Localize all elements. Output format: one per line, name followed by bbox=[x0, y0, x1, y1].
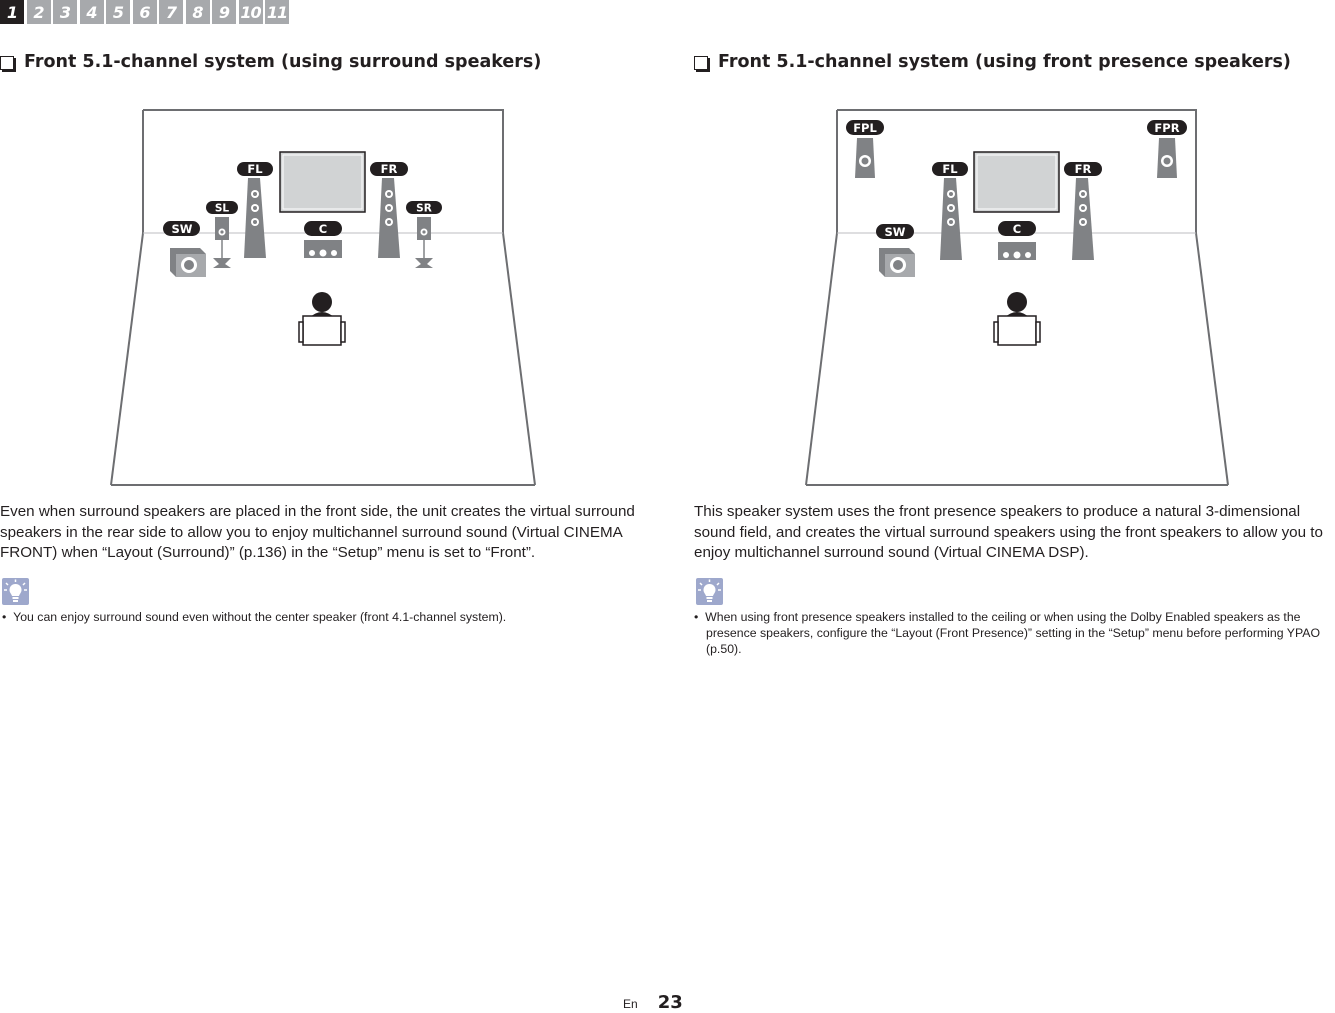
listener-icon bbox=[299, 292, 345, 345]
chapter-tab[interactable]: 11 bbox=[265, 0, 289, 24]
right-speaker-diagram bbox=[795, 100, 1245, 500]
fpl-speaker bbox=[855, 138, 875, 178]
right-tip-note: • When using front presence speakers installed to the ceiling or when using the Dolby Enabled speakers as the presence speakers, configure the “Layout (Front Presence)” setting in the “Setup” menu before performing YPAO (p.50). bbox=[694, 610, 1321, 656]
fl-speaker bbox=[940, 178, 962, 260]
right-tip-text: When using front presence speakers installed to the ceiling or when using the Dolby Enabled speakers as the presence speakers, configure the “Layout (Front Presence)” setting in the “Setup” menu before performing YPAO (p.50). bbox=[705, 610, 1321, 656]
fl-label: FL bbox=[942, 162, 958, 176]
fpr-speaker bbox=[1157, 138, 1177, 178]
fpr-label: FPR bbox=[1154, 121, 1180, 135]
sw-label: SW bbox=[884, 225, 906, 239]
c-label: C bbox=[318, 222, 328, 236]
right-description: This speaker system uses the front presence speakers to produce a natural 3-dimensional sound field, and creates the virtual surround speakers using the front speakers to allow you to enjoy multichannel surround sound (Virtual CINEMA DSP). bbox=[694, 503, 1323, 561]
chapter-tab[interactable]: 7 bbox=[159, 0, 183, 24]
sw-speaker bbox=[879, 248, 915, 277]
page-footer bbox=[623, 992, 683, 1013]
left-description: Even when surround speakers are placed in the front side, the unit creates the virtual surround speakers in the rear side to allow you to enjoy multichannel surround sound (Virtual CINEMA FRONT) when “Layout (Surround)” (p.136) in the “Setup” menu is set to “Front”. bbox=[0, 503, 635, 561]
left-speaker-diagram bbox=[100, 100, 550, 500]
sl-speaker bbox=[213, 217, 231, 268]
language-label: En bbox=[623, 997, 638, 1011]
left-heading-text: Front 5.1-channel system (using surround speakers) bbox=[24, 52, 542, 72]
c-speaker bbox=[304, 240, 342, 258]
sw-label: SW bbox=[171, 222, 193, 236]
left-tip-text: You can enjoy surround sound even without the center speaker (front 4.1-channel system). bbox=[13, 610, 507, 624]
c-label: C bbox=[1012, 222, 1022, 236]
checkbox-icon bbox=[694, 56, 708, 70]
chapter-tab[interactable]: 2 bbox=[27, 0, 51, 24]
left-tip-note: • You can enjoy surround sound even without the center speaker (front 4.1-channel system). bbox=[2, 610, 507, 624]
fpl-label: FPL bbox=[853, 121, 877, 135]
fr-speaker bbox=[1072, 178, 1094, 260]
checkbox-icon bbox=[0, 56, 14, 70]
listener-icon bbox=[994, 292, 1040, 345]
right-heading bbox=[694, 52, 1291, 72]
sl-label: SL bbox=[214, 202, 230, 215]
chapter-tab[interactable]: 4 bbox=[80, 0, 104, 24]
fr-label: FR bbox=[1074, 162, 1092, 176]
page-number: 23 bbox=[657, 992, 683, 1013]
chapter-tab[interactable]: 8 bbox=[186, 0, 210, 24]
chapter-tab[interactable]: 9 bbox=[212, 0, 236, 24]
tv-screen bbox=[974, 152, 1059, 212]
chapter-tabs bbox=[0, 0, 292, 24]
chapter-tab[interactable]: 6 bbox=[133, 0, 157, 24]
fr-speaker bbox=[378, 178, 400, 258]
hint-icon bbox=[696, 578, 723, 605]
right-heading-text: Front 5.1-channel system (using front presence speakers) bbox=[718, 52, 1291, 72]
fl-speaker bbox=[244, 178, 266, 258]
sw-speaker bbox=[170, 248, 206, 277]
tv-screen bbox=[280, 152, 365, 212]
sr-label: SR bbox=[416, 202, 432, 215]
chapter-tab[interactable]: 5 bbox=[106, 0, 130, 24]
chapter-tab[interactable]: 3 bbox=[53, 0, 77, 24]
fr-label: FR bbox=[380, 162, 398, 176]
chapter-tab[interactable]: 1 bbox=[0, 0, 24, 24]
fl-label: FL bbox=[247, 162, 263, 176]
sr-speaker bbox=[415, 217, 433, 268]
left-heading bbox=[0, 52, 541, 72]
chapter-tab[interactable]: 10 bbox=[239, 0, 263, 24]
hint-icon bbox=[2, 578, 29, 605]
c-speaker bbox=[998, 242, 1036, 260]
